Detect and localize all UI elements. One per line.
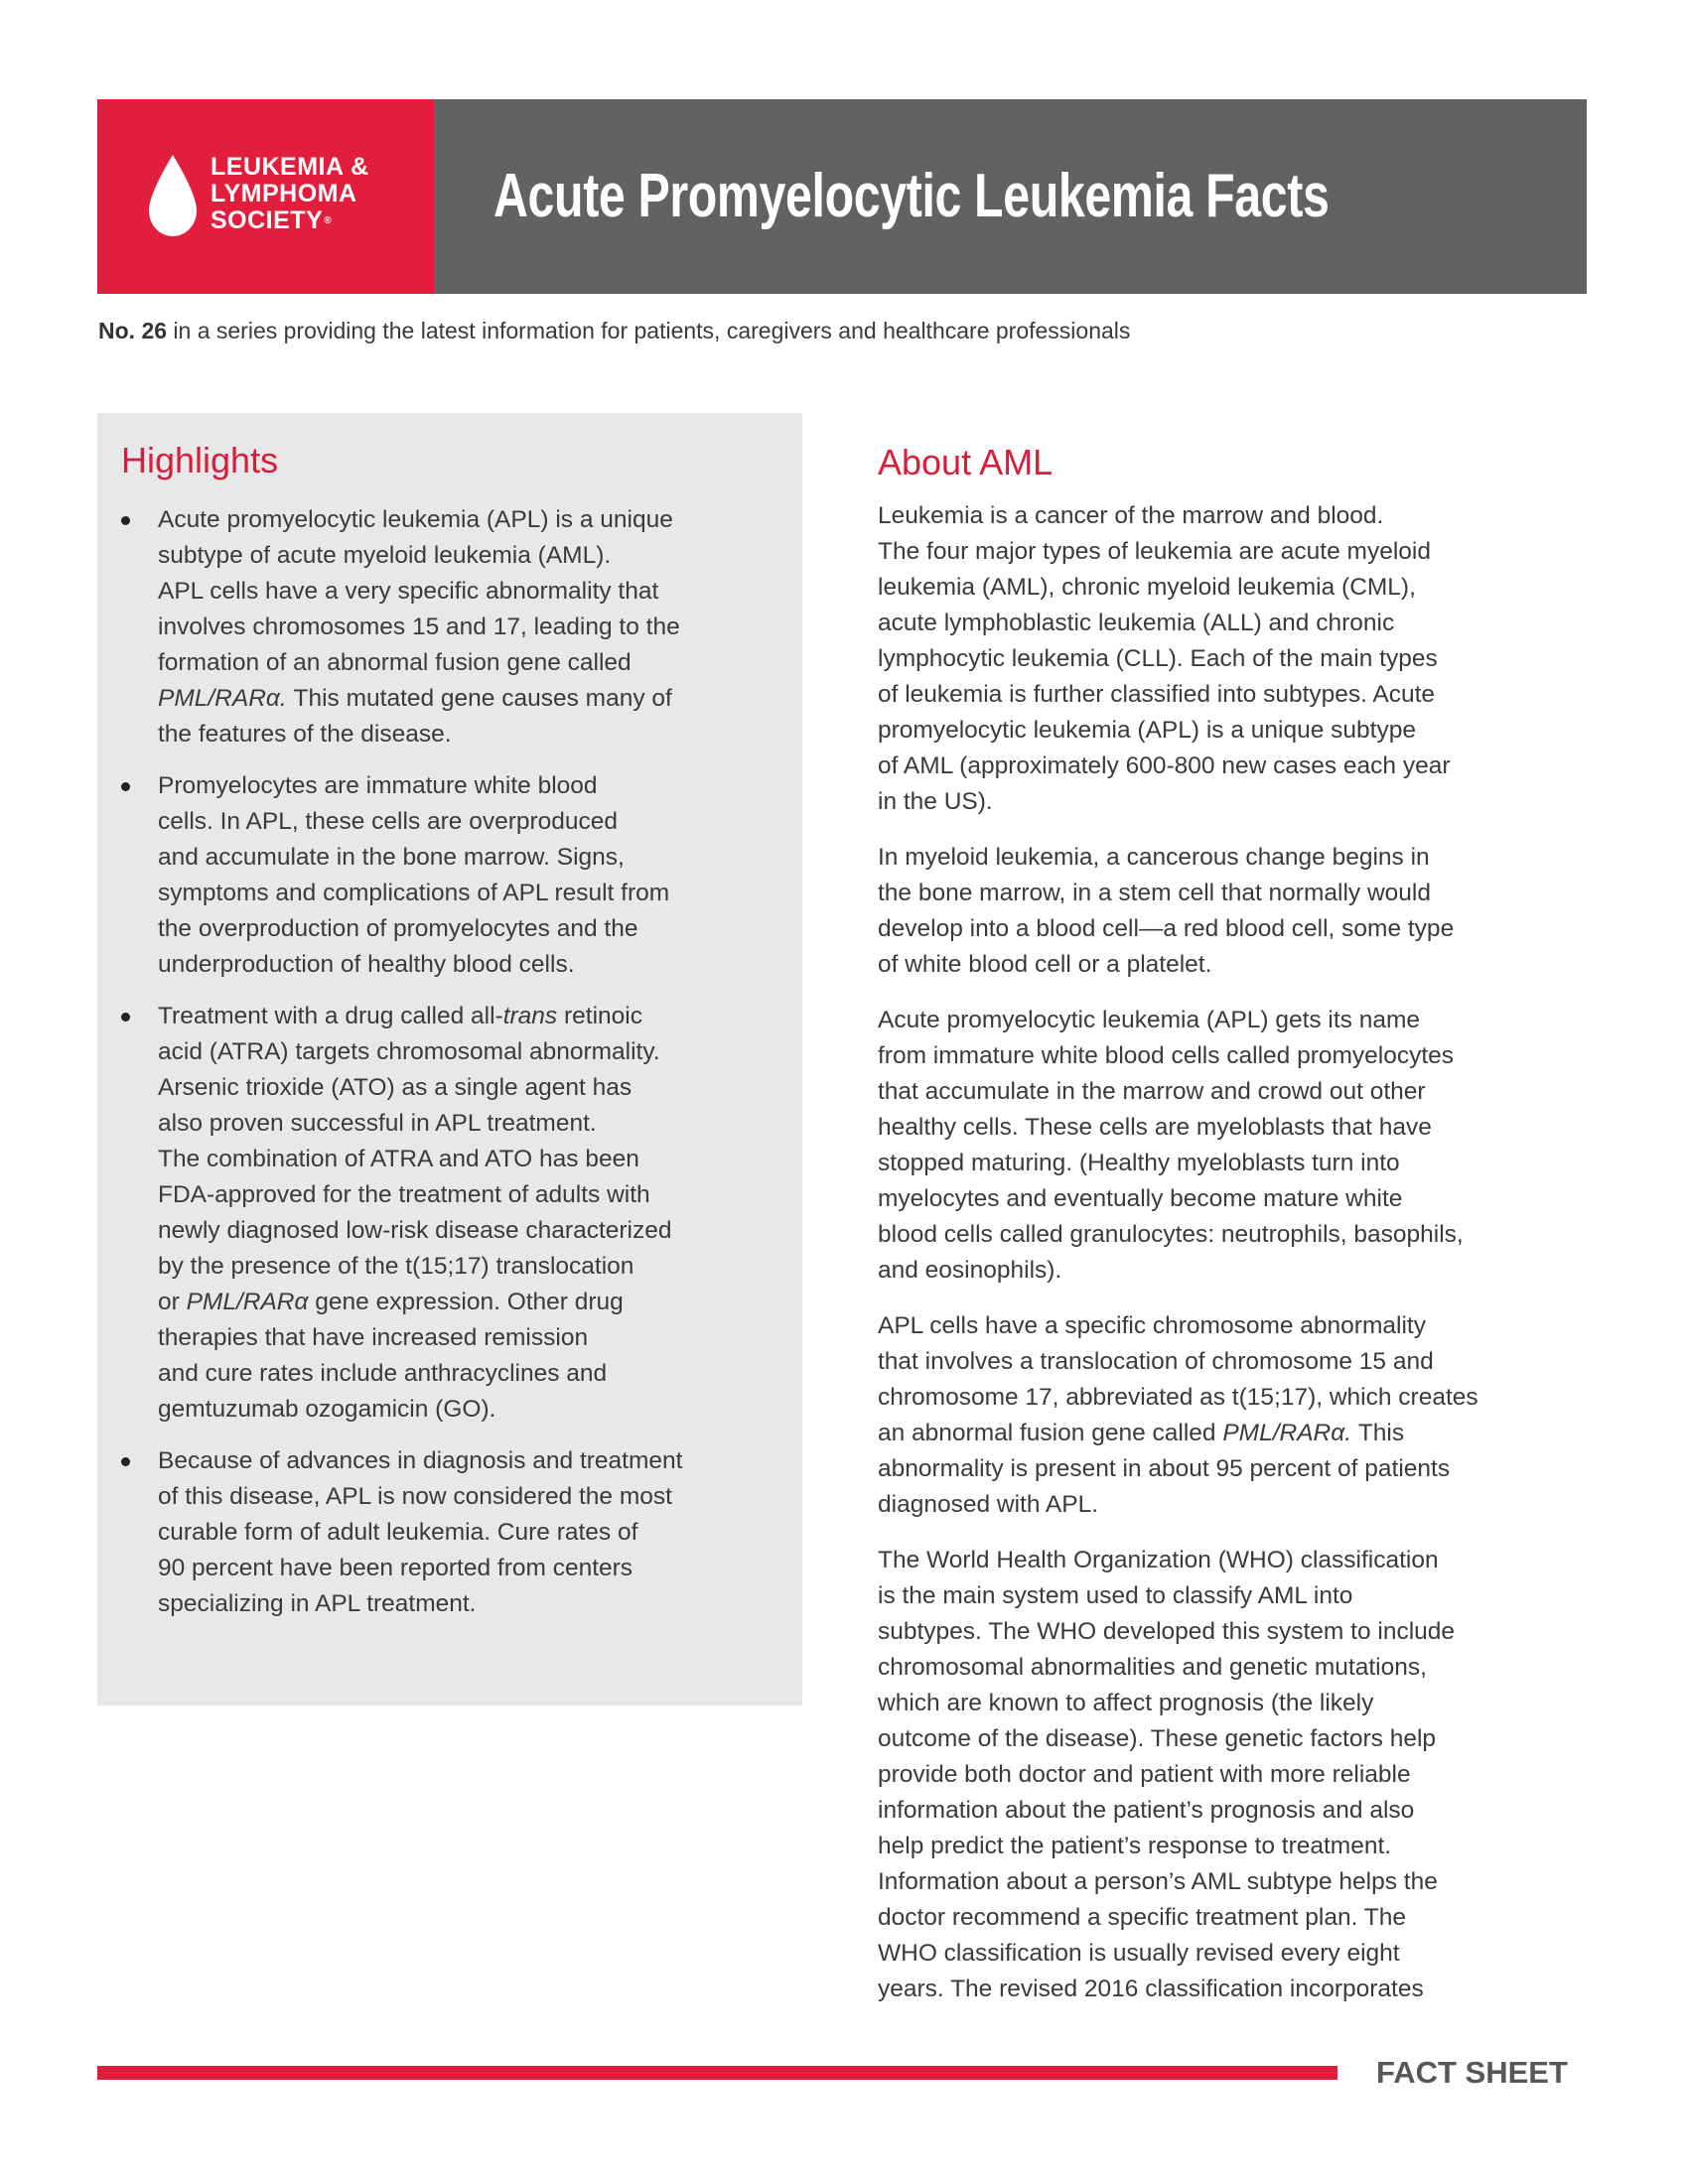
text-line: of this disease, APL is now considered the most — [158, 1483, 672, 1510]
text-line: acid (ATRA) targets chromosomal abnormality. — [158, 1038, 660, 1065]
text-line: years. The revised 2016 classification incorporates — [878, 1976, 1424, 2002]
text-line: Promyelocytes are immature white blood — [158, 772, 598, 799]
highlight-item — [121, 502, 767, 752]
text-line: curable form of adult leukemia. Cure rates of — [158, 1519, 638, 1546]
text-line: and accumulate in the bone marrow. Signs, — [158, 844, 625, 871]
logo-line-3: SOCIETY® — [211, 206, 333, 234]
series-description — [98, 316, 1130, 345]
text-line: Information about a person’s AML subtype helps the — [878, 1868, 1438, 1895]
text-line: also proven successful in APL treatment. — [158, 1110, 597, 1137]
text-line: chromosome 17, abbreviated as t(15;17), which creates — [878, 1384, 1478, 1411]
text-line: and cure rates include anthracyclines and — [158, 1360, 608, 1387]
text-line: Acute promyelocytic leukemia (APL) gets its name — [878, 1007, 1421, 1033]
highlights-heading: Highlights — [121, 440, 279, 480]
text-line: myelocytes and eventually become mature white — [878, 1185, 1403, 1212]
text-line: stopped maturing. (Healthy myeloblasts turn into — [878, 1150, 1400, 1176]
text-line: of AML (approximately 600-800 new cases each year — [878, 752, 1451, 779]
paragraph — [878, 1308, 1593, 1523]
header-band — [97, 99, 1587, 294]
text-line: FDA-approved for the treatment of adults with — [158, 1181, 650, 1208]
highlight-item — [121, 1443, 767, 1622]
text-line: develop into a blood cell—a red blood cell, some type — [878, 915, 1455, 942]
text-line: gemtuzumab ozogamicin (GO). — [158, 1396, 496, 1423]
highlight-item — [121, 999, 767, 1428]
text-fragment: This — [1351, 1420, 1405, 1446]
page-title: Acute Promyelocytic Leukemia Facts — [493, 162, 1330, 230]
text-line: formation of an abnormal fusion gene called — [158, 649, 632, 676]
bullet-icon — [121, 782, 130, 791]
text-line: the features of the disease. — [158, 721, 452, 748]
highlight-item — [121, 768, 767, 983]
text-line: is the main system used to classify AML into — [878, 1582, 1353, 1609]
text-line: symptoms and complications of APL result from — [158, 880, 670, 906]
text-line: APL cells have a very specific abnormality that — [158, 578, 659, 605]
text-line: therapies that have increased remission — [158, 1324, 589, 1351]
bullet-icon — [121, 516, 130, 525]
logo-line-2: LYMPHOMA — [211, 180, 357, 207]
text-line — [158, 1285, 767, 1320]
text-line: the bone marrow, in a stem cell that normally would — [878, 880, 1431, 906]
text-line: of leukemia is further classified into subtypes. Acute — [878, 681, 1436, 708]
text-fragment: an abnormal fusion gene called — [878, 1420, 1223, 1446]
text-line: blood cells called granulocytes: neutrophils, basophils, — [878, 1221, 1464, 1248]
bullet-icon — [121, 1013, 130, 1022]
text-fragment: gene expression. Other drug — [308, 1289, 624, 1315]
text-fragment: retinoic — [557, 1003, 642, 1029]
gene-name: PML/RARα — [186, 1289, 309, 1315]
text-line: leukemia (AML), chronic myeloid leukemia (CML), — [878, 574, 1416, 601]
text-line: doctor recommend a specific treatment plan. The — [878, 1904, 1407, 1931]
text-line: information about the patient’s prognosis and also — [878, 1797, 1415, 1824]
text-line: provide both doctor and patient with more reliable — [878, 1761, 1411, 1788]
text-line: that accumulate in the marrow and crowd out other — [878, 1078, 1426, 1105]
text-line: APL cells have a specific chromosome abnormality — [878, 1312, 1426, 1339]
text-line: In myeloid leukemia, a cancerous change begins in — [878, 844, 1430, 871]
title-band — [434, 99, 1587, 294]
footer-rule — [97, 2066, 1337, 2080]
text-line: underproduction of healthy blood cells. — [158, 951, 575, 978]
bullet-icon — [121, 1457, 130, 1466]
brand-logo[interactable] — [97, 99, 434, 294]
gene-name: PML/RARα. — [1222, 1420, 1352, 1446]
text-line: outcome of the disease). These genetic factors help — [878, 1725, 1437, 1752]
gene-name: PML/RARα. — [158, 685, 287, 712]
text-line: acute lymphoblastic leukemia (ALL) and chronic — [878, 610, 1395, 636]
text-line: of white blood cell or a platelet. — [878, 951, 1212, 978]
series-text: in a series providing the latest information for patients, caregivers and healthcare professionals — [167, 318, 1131, 343]
text-line: in the US). — [878, 788, 993, 815]
paragraph — [878, 1543, 1593, 2007]
text-line: Because of advances in diagnosis and treatment — [158, 1447, 683, 1474]
text-line: by the presence of the t(15;17) translocation — [158, 1253, 634, 1280]
text-line: subtype of acute myeloid leukemia (AML). — [158, 542, 612, 569]
text-line: help predict the patient’s response to treatment. — [878, 1833, 1392, 1859]
text-line: from immature white blood cells called promyelocytes — [878, 1042, 1455, 1069]
italic-term: trans — [502, 1003, 558, 1029]
text-line: Arsenic trioxide (ATO) as a single agent has — [158, 1074, 633, 1101]
brand-logo-text — [211, 154, 369, 234]
text-line: Acute promyelocytic leukemia (APL) is a unique — [158, 506, 673, 533]
registered-mark: ® — [324, 215, 333, 226]
text-line: healthy cells. These cells are myeloblasts that have — [878, 1114, 1432, 1141]
paragraph — [878, 498, 1593, 820]
fact-sheet-label: FACT SHEET — [1376, 2055, 1568, 2090]
series-number: No. 26 — [98, 318, 168, 343]
text-line: the overproduction of promyelocytes and the — [158, 915, 638, 942]
text-line: 90 percent have been reported from centers — [158, 1555, 633, 1581]
text-line: The World Health Organization (WHO) classification — [878, 1547, 1439, 1573]
highlights-list — [121, 502, 767, 1638]
text-line: which are known to affect prognosis (the likely — [878, 1690, 1374, 1716]
text-line: involves chromosomes 15 and 17, leading to the — [158, 614, 680, 640]
text-line: cells. In APL, these cells are overproduced — [158, 808, 619, 835]
paragraph — [878, 1003, 1593, 1289]
text-line — [878, 1416, 1593, 1451]
text-line: promyelocytic leukemia (APL) is a unique subtype — [878, 717, 1416, 744]
paragraph — [878, 840, 1593, 983]
text-line — [158, 999, 767, 1034]
text-line: lymphocytic leukemia (CLL). Each of the main types — [878, 645, 1438, 672]
text-line: newly diagnosed low-risk disease characterized — [158, 1217, 672, 1244]
text-line: that involves a translocation of chromosome 15 and — [878, 1348, 1434, 1375]
about-aml-section — [878, 441, 1593, 2027]
text-line: chromosomal abnormalities and genetic mutations, — [878, 1654, 1427, 1681]
about-aml-heading: About AML — [878, 442, 1054, 482]
text-fragment: or — [158, 1289, 187, 1315]
text-line: Leukemia is a cancer of the marrow and blood. — [878, 502, 1384, 529]
text-line: The combination of ATRA and ATO has been — [158, 1146, 639, 1172]
text-line: WHO classification is usually revised every eight — [878, 1940, 1400, 1967]
text-line — [158, 681, 767, 717]
text-line: diagnosed with APL. — [878, 1491, 1099, 1518]
text-fragment: Treatment with a drug called all- — [158, 1003, 503, 1029]
text-line: abnormality is present in about 95 percent of patients — [878, 1455, 1451, 1482]
blood-drop-icon — [145, 153, 201, 238]
highlights-box — [97, 413, 802, 1706]
text-fragment: This mutated gene causes many of — [286, 685, 672, 712]
text-line: specializing in APL treatment. — [158, 1590, 477, 1617]
text-line: and eosinophils). — [878, 1257, 1062, 1284]
logo-line-1: LEUKEMIA & — [211, 153, 369, 181]
text-line: The four major types of leukemia are acute myeloid — [878, 538, 1431, 565]
text-line: subtypes. The WHO developed this system to include — [878, 1618, 1456, 1645]
